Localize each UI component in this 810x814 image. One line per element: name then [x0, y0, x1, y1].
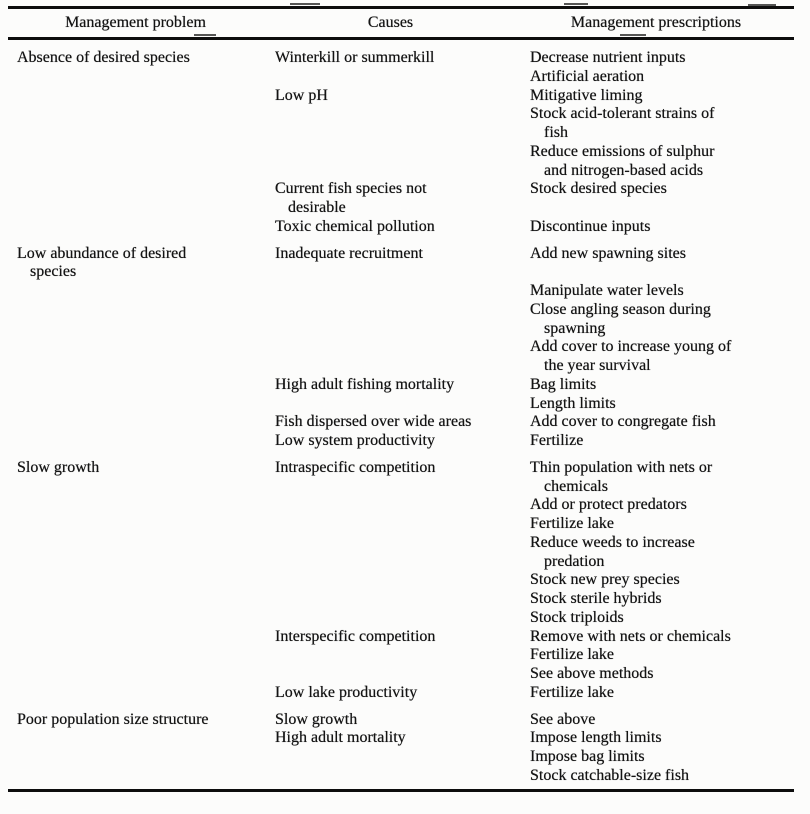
table-row: [8, 478, 794, 497]
prescription-cell: predation: [544, 552, 605, 570]
prescription-cell: Fertilize lake: [530, 515, 614, 532]
table-row: [8, 628, 794, 647]
cause-cell: [263, 338, 518, 357]
table-row: [8, 665, 794, 684]
cause-cell: [263, 282, 518, 301]
prescription-cell: Stock triploids: [530, 608, 624, 626]
column-header-management-prescriptions: Management prescriptions: [570, 14, 742, 31]
cause-cell: High adult mortality: [275, 729, 406, 747]
table-row: [8, 282, 794, 301]
prescription-cell: Impose length limits: [530, 729, 662, 747]
cause-cell: Interspecific competition: [275, 627, 436, 645]
table-row: [8, 432, 794, 451]
prescription-cell: the year survival: [544, 357, 651, 374]
cause-cell: [263, 357, 518, 376]
prescription-cell: Stock sterile hybrids: [530, 590, 662, 607]
table-row: [8, 301, 794, 320]
table-row: [8, 357, 794, 376]
column-header-causes: Causes: [367, 14, 414, 31]
table-row: [8, 105, 794, 124]
prescription-cell: fish: [544, 124, 568, 141]
table-row: [8, 534, 794, 553]
problem-cell: [8, 395, 263, 414]
problem-cell: [8, 376, 263, 395]
cause-cell: [263, 124, 518, 143]
table-row: [8, 180, 794, 199]
table-row: [8, 395, 794, 414]
problem-cell: [8, 665, 263, 684]
prescription-cell: Stock acid-tolerant strains of: [530, 105, 715, 123]
problem-cell: [8, 571, 263, 590]
cause-cell: Low system productivity: [275, 432, 435, 449]
cause-cell: [263, 478, 518, 497]
problem-cell: [8, 143, 263, 162]
table-row: [8, 218, 794, 237]
cause-cell: Winterkill or summerkill: [275, 49, 435, 66]
problem-cell: [8, 432, 263, 451]
table-header-row: [8, 9, 794, 37]
problem-cell: [8, 609, 263, 628]
table-row: [8, 87, 794, 106]
table-row: [8, 320, 794, 339]
table-row: [8, 263, 794, 282]
problem-cell: [8, 684, 263, 703]
problem-cell: Slow growth: [17, 458, 100, 476]
prescription-cell: Reduce emissions of sulphur: [530, 142, 715, 160]
table-row: [8, 646, 794, 665]
problem-cell: [8, 357, 263, 376]
table-row: [8, 711, 794, 730]
prescription-cell: Artificial aeration: [530, 67, 645, 85]
problem-cell: [8, 105, 263, 124]
table-row: [8, 684, 794, 703]
problem-cell: [8, 515, 263, 534]
cause-cell: [263, 320, 518, 339]
table-row: [8, 199, 794, 218]
table-row: [8, 376, 794, 395]
prescription-cell: and nitrogen-based acids: [544, 161, 704, 179]
prescription-cell: Add cover to increase young of: [530, 338, 732, 356]
problem-cell: [8, 590, 263, 609]
table-row: [8, 729, 794, 748]
prescription-cell: Add cover to congregate fish: [530, 413, 716, 431]
cause-cell: [263, 571, 518, 590]
table-row: [8, 515, 794, 534]
cause-cell: [263, 665, 518, 684]
problem-cell: [8, 748, 263, 767]
table-row: [8, 609, 794, 628]
cause-cell: Fish dispersed over wide areas: [275, 413, 472, 431]
scan-artifact: [194, 34, 216, 36]
problem-cell: Poor population size structure: [17, 710, 209, 728]
problem-cell: [8, 767, 263, 786]
cause-cell: desirable: [288, 199, 346, 216]
problem-cell: Low abundance of desired: [17, 244, 187, 262]
cause-cell: [263, 767, 518, 786]
problem-cell: [8, 180, 263, 199]
prescription-cell: Fertilize: [530, 432, 584, 449]
cause-cell: [263, 263, 518, 282]
cause-cell: Low lake productivity: [275, 683, 418, 701]
cause-cell: [263, 590, 518, 609]
cause-cell: Toxic chemical pollution: [275, 217, 435, 235]
problem-cell: [8, 87, 263, 106]
cause-cell: Intraspecific competition: [275, 458, 436, 476]
problem-cell: [8, 68, 263, 87]
table-row: [8, 767, 794, 786]
cause-cell: [263, 748, 518, 767]
scan-artifact: [290, 3, 320, 5]
prescription-cell: Add or protect predators: [530, 496, 687, 514]
cause-cell: [263, 496, 518, 515]
problem-cell: [8, 729, 263, 748]
table-row: [8, 571, 794, 590]
prescription-cell: Fertilize lake: [530, 683, 614, 701]
prescription-cell: See above: [530, 710, 596, 728]
prescription-cell: Mitigative liming: [530, 86, 643, 104]
prescription-cell: Impose bag limits: [530, 748, 645, 765]
prescription-cell: Close angling season during: [530, 300, 711, 318]
prescription-cell: Reduce weeds to increase: [530, 533, 695, 551]
table-row: [8, 68, 794, 87]
table-row: [8, 338, 794, 357]
problem-cell: [8, 553, 263, 572]
scan-artifact: [620, 34, 646, 36]
prescription-cell: chemicals: [544, 477, 608, 495]
prescription-cell: [518, 199, 794, 218]
table-row: [8, 49, 794, 68]
problem-cell: species: [30, 263, 77, 281]
table-row: [8, 748, 794, 767]
problem-cell: [8, 534, 263, 553]
prescription-cell: Stock desired species: [530, 180, 667, 198]
cause-cell: Slow growth: [275, 710, 358, 728]
cause-cell: [263, 68, 518, 87]
table-row: [8, 590, 794, 609]
cause-cell: [263, 105, 518, 124]
table-row: [8, 245, 794, 264]
problem-cell: [8, 124, 263, 143]
prescription-cell: Thin population with nets or: [530, 458, 713, 476]
cause-cell: Inadequate recruitment: [275, 244, 423, 262]
scan-artifact: [748, 4, 776, 6]
prescription-cell: Stock catchable-size fish: [530, 766, 690, 784]
table-row: [8, 496, 794, 515]
cause-cell: Low pH: [275, 86, 328, 104]
prescription-cell: See above methods: [530, 665, 654, 682]
prescription-cell: [518, 263, 794, 282]
table-row: [8, 143, 794, 162]
cause-cell: [263, 301, 518, 320]
cause-cell: [263, 646, 518, 665]
table-body: [8, 40, 794, 789]
problem-cell: [8, 199, 263, 218]
problem-cell: [8, 478, 263, 497]
problem-cell: [8, 162, 263, 181]
table-row: [8, 162, 794, 181]
problem-cell: [8, 301, 263, 320]
prescription-cell: Manipulate water levels: [530, 282, 684, 299]
table-bottom-rule: [8, 789, 794, 792]
cause-cell: [263, 143, 518, 162]
table-row: [8, 124, 794, 143]
prescription-cell: Fertilize lake: [530, 646, 614, 664]
prescription-cell: Stock new prey species: [530, 571, 680, 589]
prescription-cell: Add new spawning sites: [530, 244, 686, 262]
problem-cell: [8, 628, 263, 647]
table-row: [8, 553, 794, 572]
management-problems-table: [8, 0, 794, 792]
problem-cell: [8, 413, 263, 432]
table-row: [8, 413, 794, 432]
table-row: [8, 459, 794, 478]
prescription-cell: Decrease nutrient inputs: [530, 49, 686, 66]
problem-cell: [8, 496, 263, 515]
cause-cell: High adult fishing mortality: [275, 375, 455, 393]
prescription-cell: Length limits: [530, 394, 616, 412]
cause-cell: [263, 515, 518, 534]
cause-cell: [263, 395, 518, 414]
problem-cell: [8, 218, 263, 237]
cause-cell: [263, 534, 518, 553]
cause-cell: Current fish species not: [275, 180, 427, 198]
problem-cell: [8, 338, 263, 357]
column-header-management-problem: Management problem: [65, 14, 206, 31]
prescription-cell: Discontinue inputs: [530, 217, 651, 235]
scan-artifact: [564, 3, 588, 5]
problem-cell: [8, 646, 263, 665]
cause-cell: [263, 553, 518, 572]
cause-cell: [263, 609, 518, 628]
prescription-cell: Bag limits: [530, 375, 597, 393]
problem-cell: [8, 282, 263, 301]
problem-cell: [8, 320, 263, 339]
cause-cell: [263, 162, 518, 181]
prescription-cell: Remove with nets or chemicals: [530, 627, 731, 645]
problem-cell: Absence of desired species: [17, 49, 190, 66]
prescription-cell: spawning: [544, 319, 606, 337]
